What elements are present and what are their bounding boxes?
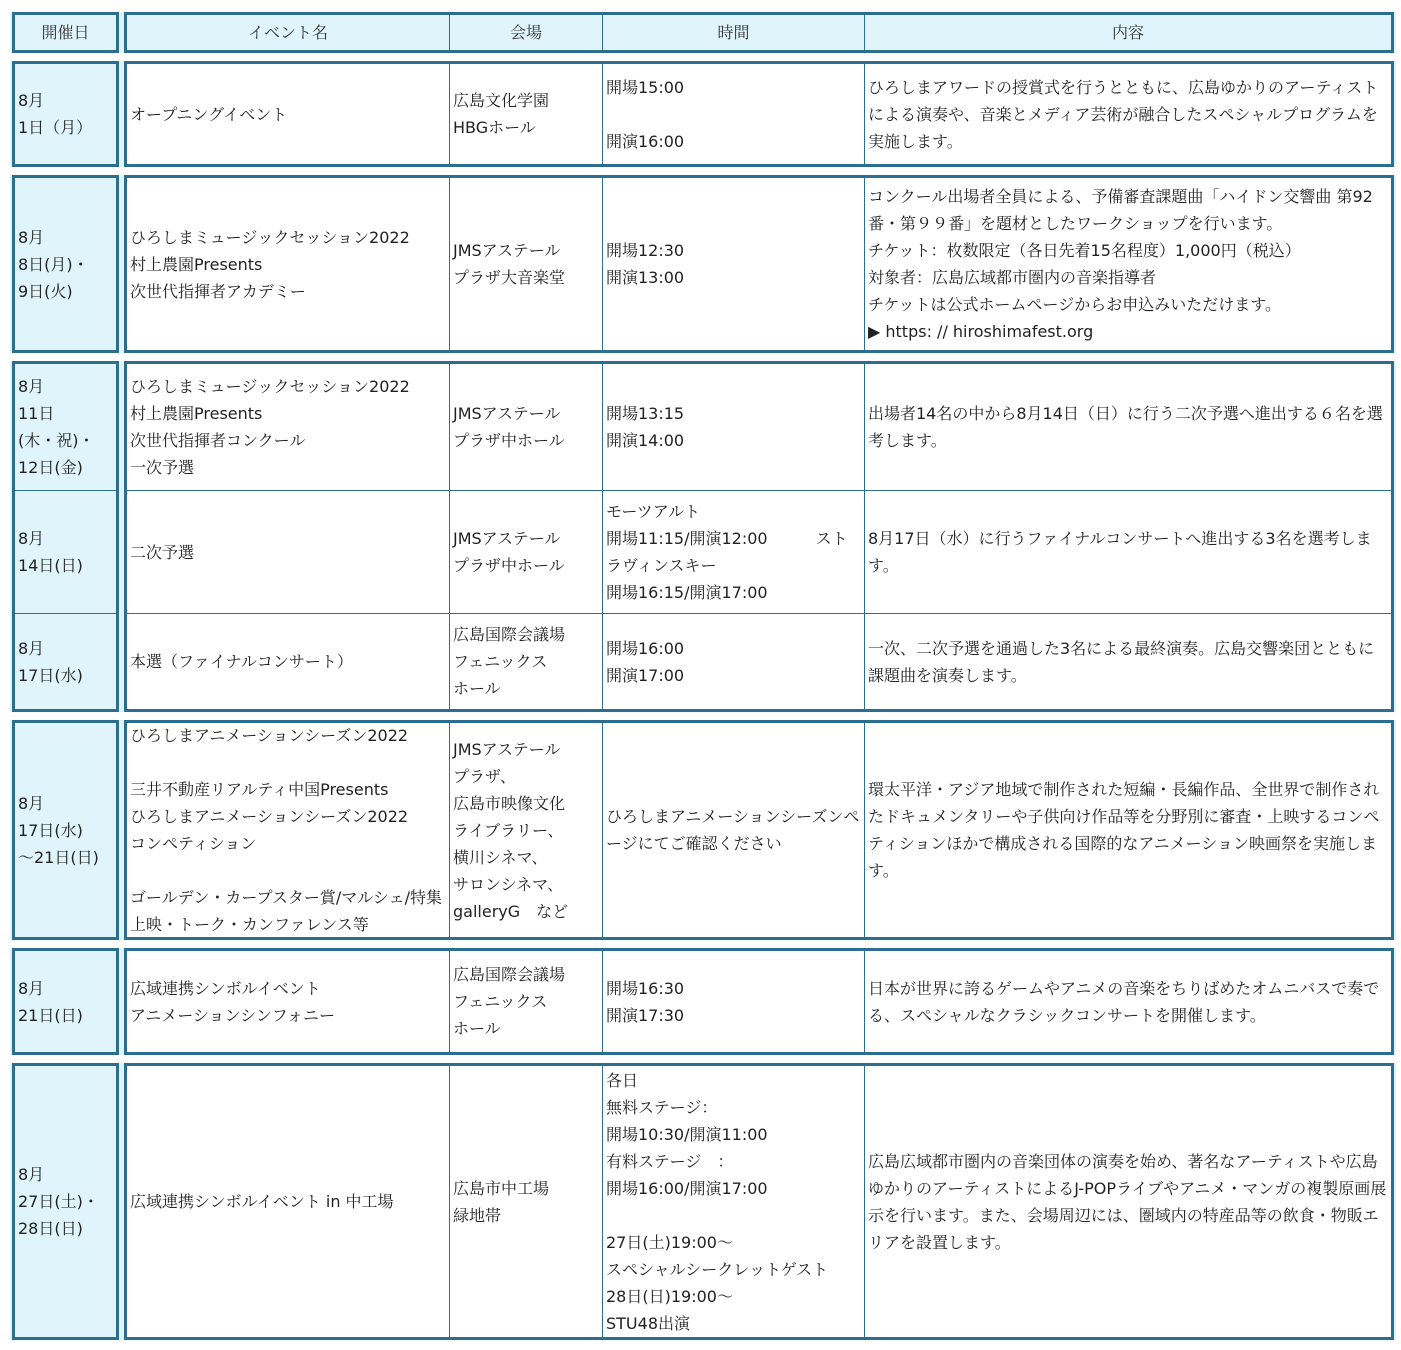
details-column <box>124 12 1394 53</box>
time-cell: ひろしまアニメーションシーズンページにてご確認ください <box>603 723 865 937</box>
time-cell: 開場16:00 開演17:00 <box>603 614 865 709</box>
venue-cell: JMSアステール プラザ中ホール <box>450 364 603 490</box>
content-cell: 日本が世界に誇るゲームやアニメの音楽をちりばめたオムニバスで奏でる、スペシャルなクラシックコンサートを開催します。 <box>868 978 1380 1025</box>
table-row <box>15 723 116 937</box>
table-row <box>127 951 1391 1052</box>
event-cell: 二次予選 <box>127 491 450 613</box>
table-row <box>15 64 116 164</box>
date-column <box>12 12 119 53</box>
content-cell: 8月17日（水）に行うファイナルコンサートへ進出する3名を選考します。 <box>868 529 1372 575</box>
venue-cell: 広島市中工場 緑地帯 <box>450 1066 603 1337</box>
table-row <box>127 364 1391 490</box>
date-column <box>12 1063 119 1340</box>
time-cell: 開場12:30 開演13:00 <box>603 178 865 350</box>
time-cell: 開場13:15 開演14:00 <box>603 364 865 490</box>
table-row <box>15 364 116 490</box>
table-group <box>10 948 1396 1055</box>
table-group <box>10 720 1396 940</box>
venue-cell: 広島国際会議場 フェニックス ホール <box>450 951 603 1052</box>
table-row <box>15 951 116 1052</box>
time-cell: モーツアルト 開場11:15/開演12:00 スト ラヴィンスキー 開場16:15/開演17:00 <box>603 491 865 613</box>
event-cell: 広域連携シンボルイベント in 中工場 <box>127 1066 450 1337</box>
content-cell: 出場者14名の中から8月14日（日）に行う二次予選へ進出する６名を選考します。 <box>868 404 1383 450</box>
details-column <box>124 1063 1394 1340</box>
table-group <box>10 61 1396 167</box>
table-row <box>127 723 1391 937</box>
details-column <box>124 948 1394 1055</box>
table-row <box>15 1066 116 1337</box>
venue-cell: 広島文化学園 HBGホール <box>450 64 603 164</box>
table-group <box>10 1063 1396 1340</box>
event-cell: ひろしまミュージックセッション2022 村上農園Presents 次世代指揮者アカデミー <box>127 178 450 350</box>
table-row <box>127 490 1391 613</box>
date-cell: 8月 21日(日) <box>18 978 83 1025</box>
details-column <box>124 175 1394 353</box>
table-row <box>127 178 1391 350</box>
content-cell: 広島広域都市圏内の音楽団体の演奏を始め、著名なアーティストや広島ゆかりのアーティストによるJ-POPライブやアニメ・マンガの複製原画展示を行います。また、会場周辺には、圏域内の特産品等の飲食・物販エリアを設置します。 <box>868 1151 1387 1252</box>
content-cell: 環太平洋・アジア地域で制作された短編・長編作品、全世界で制作されたドキュメンタリーや子供向け作品等を分野別に審査・上映するコンペティションほかで構成される国際的なアニメーション映画祭を実施します。 <box>868 780 1380 880</box>
date-cell: 8月 1日（月） <box>18 91 93 137</box>
date-column <box>12 720 119 940</box>
table-group <box>10 361 1396 712</box>
venue-cell: 広島国際会議場 フェニックス ホール <box>450 614 603 709</box>
time-cell: 開場15:00 開演16:00 <box>603 64 865 164</box>
header-date: 開催日 <box>15 15 116 50</box>
date-column <box>12 948 119 1055</box>
table-header <box>10 12 1396 53</box>
date-cell: 8月 17日(水) ～21日(日) <box>18 793 99 867</box>
event-cell: オープニングイベント <box>127 64 450 164</box>
date-cell: 8月 27日(土)・ 28日(日) <box>18 1165 99 1238</box>
table-row <box>127 64 1391 164</box>
date-cell: 8月 11日 (木・祝)・ 12日(金) <box>18 377 95 477</box>
header-time-cell: 時間 <box>603 15 865 50</box>
table-row <box>127 613 1391 709</box>
venue-cell: JMSアステール プラザ中ホール <box>450 491 603 613</box>
event-cell: ひろしまミュージックセッション2022 村上農園Presents 次世代指揮者コンクール 一次予選 <box>127 364 450 490</box>
table-row <box>127 1066 1391 1337</box>
date-column <box>12 361 119 712</box>
time-cell: 各日 無料ステージ： 開場10:30/開演11:00 有料ステージ ： 開場16:00/開演17:00 27日(土)19:00～ スペシャルシークレットゲスト 28日(日)19:00～ STU48出演 <box>603 1066 865 1337</box>
table-row <box>15 490 116 613</box>
date-cell: 8月 17日(水) <box>18 638 83 685</box>
details-column <box>124 361 1394 712</box>
date-cell: 8月 8日(月)・ 9日(火) <box>18 227 89 301</box>
table-row <box>15 178 116 350</box>
content-cell: コンクール出場者全員による、予備審査課題曲「ハイドン交響曲 第92番・第９９番」を題材としたワークショップを行います。 チケット：枚数限定（各日先着15名程度）1,000円（税込） 対象者：広島広域都市圏内の音楽指導者 チケットは公式ホームページからお申込みいただけます。 ▶ https: // hiroshimafest.org <box>868 187 1373 341</box>
event-cell: 広域連携シンボルイベント アニメーションシンフォニー <box>127 951 450 1052</box>
event-cell: ひろしまアニメーションシーズン2022 三井不動産リアルティ中国Presents ひろしまアニメーションシーズン2022 コンペティション ゴールデン・カープスター賞/マルシェ/特集上映・トーク・カンファレンス等 <box>127 723 450 937</box>
content-cell: 一次、二次予選を通過した3名による最終演奏。広島交響楽団とともに課題曲を演奏します。 <box>868 638 1375 685</box>
header-venue-cell: 会場 <box>450 15 603 50</box>
table-group <box>10 175 1396 353</box>
details-column <box>124 720 1394 940</box>
time-cell: 開場16:30 開演17:30 <box>603 951 865 1052</box>
header-content-cell: 内容 <box>865 15 1391 50</box>
header-row <box>15 15 116 50</box>
event-cell: 本選（ファイナルコンサート） <box>127 614 450 709</box>
date-column <box>12 175 119 353</box>
venue-cell: JMSアステール プラザ、 広島市映像文化 ライブラリー、 横川シネマ、 サロンシネマ、 galleryG など <box>450 723 603 937</box>
venue-cell: JMSアステール プラザ大音楽堂 <box>450 178 603 350</box>
date-column <box>12 61 119 167</box>
details-column <box>124 61 1394 167</box>
content-cell: ひろしまアワードの授賞式を行うとともに、広島ゆかりのアーティストによる演奏や、音楽とメディア芸術が融合したスペシャルプログラムを実施します。 <box>868 77 1379 151</box>
header-event-cell: イベント名 <box>127 15 450 50</box>
date-cell: 8月 14日(日) <box>18 529 83 575</box>
table-row <box>15 613 116 709</box>
header-row <box>127 15 1391 50</box>
